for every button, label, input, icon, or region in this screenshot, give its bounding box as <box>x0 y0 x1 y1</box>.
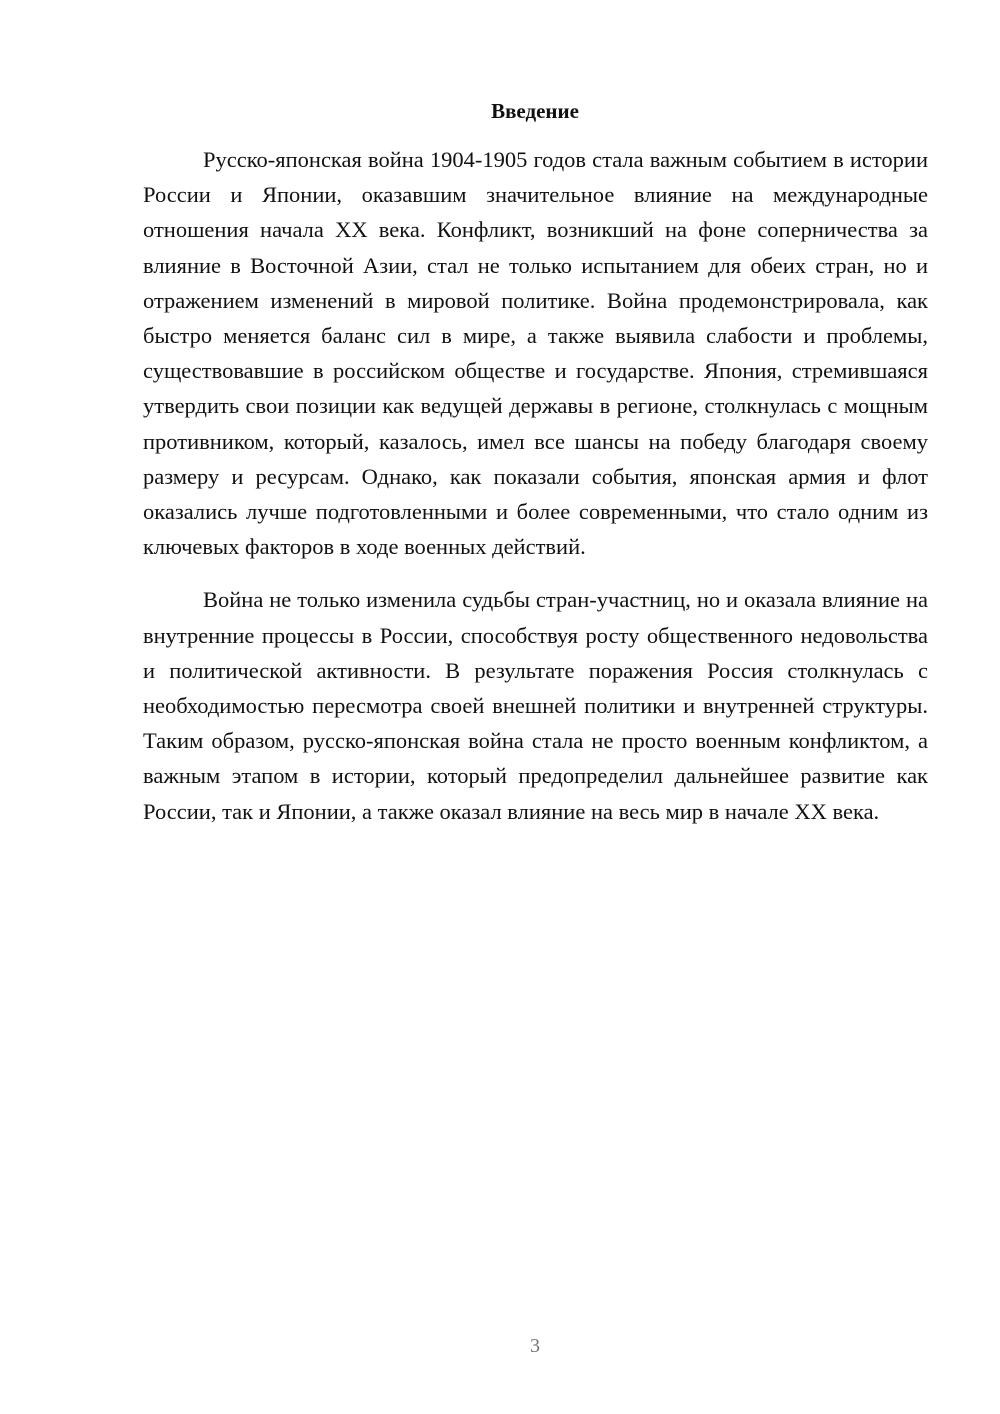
paragraph-2: Война не только изменила судьбы стран-участниц, но и оказала влияние на внутренние процессы в России, способствуя росту общественного недовольства и политической активности. В результате поражения Россия столкнулась с необходимостью пересмотра своей внешней политики и внутренней структуры. Таким образом, русско-японская война стала не просто военным конфликтом, а важным этапом в истории, который предопределил дальнейшее развитие как России, так и Японии, а также оказал влияние на весь мир в начале XX века. <box>143 587 928 824</box>
section-heading: Введение <box>491 99 579 123</box>
paragraph-1: Русско-японская война 1904-1905 годов стала важным событием в истории России и Японии, оказавшим значительное влияние на международные отношения начала XX века. Конфликт, возникший на фоне соперничества за влияние в Восточной Азии, стал не только испытанием для обеих стран, но и отражением изменений в мировой политике. Война продемонстрировала, как быстро меняется баланс сил в мире, а также выявила слабости и проблемы, существовавшие в российском обществе и государстве. Япония, стремившаяся утвердить свои позиции как ведущей державы в регионе, столкнулась с мощным противником, который, казалось, имел все шансы на победу благодаря своему размеру и ресурсам. Однако, как показали события, японская армия и флот оказались лучше подготовленными и более современными, что стало одним из ключевых факторов в ходе военных действий. <box>143 147 928 560</box>
body-text <box>143 142 928 829</box>
page-number: 3 <box>530 1335 540 1357</box>
